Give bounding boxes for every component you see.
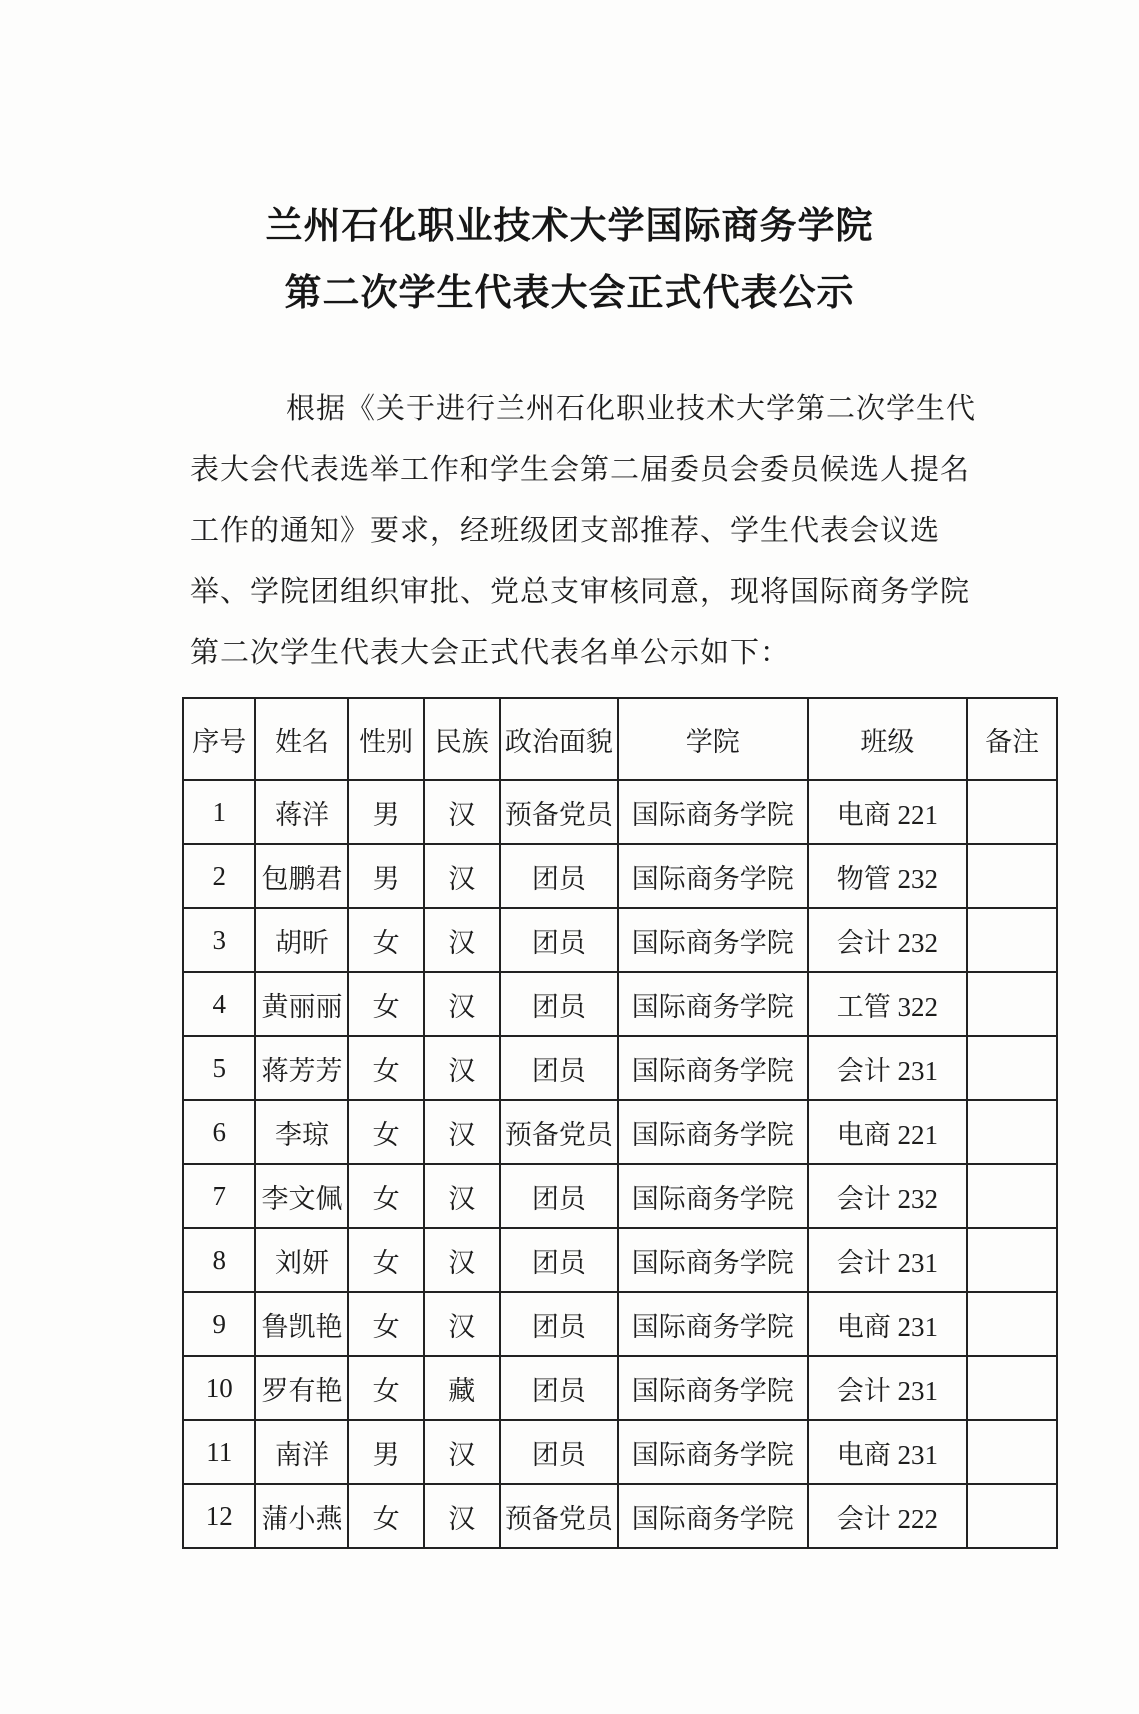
cell-political-status: 团员 [500,1356,618,1420]
cell-name: 蒋芳芳 [255,1036,348,1100]
cell-class: 电商 221 [808,780,968,844]
cell-college: 国际商务学院 [618,844,808,908]
header-gender: 性别 [348,698,423,780]
cell-ethnicity: 汉 [424,908,500,972]
cell-ethnicity: 汉 [424,1164,500,1228]
table-row [183,1356,1057,1420]
header-name: 姓名 [255,698,348,780]
cell-ethnicity: 汉 [424,1036,500,1100]
cell-remark [967,1228,1057,1292]
cell-class: 会计 231 [808,1228,968,1292]
cell-college: 国际商务学院 [618,780,808,844]
cell-political-status: 团员 [500,844,618,908]
cell-ethnicity: 汉 [424,1484,500,1548]
table-row [183,908,1057,972]
table-row [183,1100,1057,1164]
cell-index: 6 [183,1100,255,1164]
table-row [183,844,1057,908]
cell-remark [967,972,1057,1036]
cell-political-status: 预备党员 [500,780,618,844]
cell-college: 国际商务学院 [618,1420,808,1484]
cell-ethnicity: 汉 [424,780,500,844]
representatives-table [182,697,1058,1549]
cell-college: 国际商务学院 [618,1100,808,1164]
cell-gender: 男 [348,780,423,844]
cell-ethnicity: 汉 [424,1420,500,1484]
cell-remark [967,1036,1057,1100]
notice-body-paragraph: 根据《关于进行兰州石化职业技术大学第二次学生代表大会代表选举工作和学生会第二届委员会委员候选人提名工作的通知》要求，经班级团支部推荐、学生代表会议选举、学院团组织审批、党总支审核同意，现将国际商务学院第二次学生代表大会正式代表名单公示如下： [190,391,977,669]
cell-remark [967,844,1057,908]
cell-political-status: 团员 [500,1164,618,1228]
cell-index: 10 [183,1356,255,1420]
cell-gender: 女 [348,1292,423,1356]
header-college: 学院 [618,698,808,780]
cell-class: 会计 232 [808,1164,968,1228]
cell-class: 电商 231 [808,1292,968,1356]
cell-name: 南洋 [255,1420,348,1484]
cell-remark [967,1100,1057,1164]
cell-political-status: 团员 [500,972,618,1036]
document-title-line1: 兰州石化职业技术大学国际商务学院 [265,204,874,247]
cell-college: 国际商务学院 [618,908,808,972]
cell-index: 1 [183,780,255,844]
cell-political-status: 预备党员 [500,1484,618,1548]
cell-remark [967,1356,1057,1420]
cell-class: 电商 221 [808,1100,968,1164]
header-ethnicity: 民族 [424,698,500,780]
cell-name: 胡昕 [255,908,348,972]
cell-gender: 女 [348,1164,423,1228]
cell-ethnicity: 汉 [424,1100,500,1164]
header-remark: 备注 [967,698,1057,780]
table-row [183,1228,1057,1292]
cell-remark [967,908,1057,972]
cell-gender: 女 [348,1228,423,1292]
cell-name: 罗有艳 [255,1356,348,1420]
cell-class: 会计 222 [808,1484,968,1548]
cell-college: 国际商务学院 [618,1228,808,1292]
cell-index: 7 [183,1164,255,1228]
cell-index: 2 [183,844,255,908]
cell-political-status: 团员 [500,1292,618,1356]
cell-remark [967,1420,1057,1484]
table-row [183,1292,1057,1356]
header-class: 班级 [808,698,968,780]
table-body [183,780,1057,1548]
header-index: 序号 [183,698,255,780]
cell-gender: 女 [348,1356,423,1420]
cell-class: 工管 322 [808,972,968,1036]
cell-gender: 女 [348,908,423,972]
cell-ethnicity: 藏 [424,1356,500,1420]
cell-name: 李琼 [255,1100,348,1164]
table-header [183,698,1057,780]
table-row [183,1164,1057,1228]
cell-college: 国际商务学院 [618,1292,808,1356]
cell-name: 蒲小燕 [255,1484,348,1548]
cell-class: 电商 231 [808,1420,968,1484]
cell-political-status: 团员 [500,1036,618,1100]
cell-index: 4 [183,972,255,1036]
cell-name: 鲁凯艳 [255,1292,348,1356]
cell-college: 国际商务学院 [618,1036,808,1100]
cell-ethnicity: 汉 [424,972,500,1036]
cell-remark [967,780,1057,844]
cell-class: 物管 232 [808,844,968,908]
cell-ethnicity: 汉 [424,844,500,908]
cell-political-status: 团员 [500,1420,618,1484]
cell-college: 国际商务学院 [618,1164,808,1228]
cell-remark [967,1292,1057,1356]
table-row [183,780,1057,844]
document-title-line2: 第二次学生代表大会正式代表公示 [284,271,855,314]
table-row [183,1036,1057,1100]
cell-index: 12 [183,1484,255,1548]
cell-name: 刘妍 [255,1228,348,1292]
cell-class: 会计 231 [808,1356,968,1420]
cell-index: 9 [183,1292,255,1356]
cell-class: 会计 231 [808,1036,968,1100]
cell-political-status: 预备党员 [500,1100,618,1164]
cell-gender: 男 [348,844,423,908]
cell-index: 8 [183,1228,255,1292]
cell-index: 11 [183,1420,255,1484]
cell-remark [967,1484,1057,1548]
cell-college: 国际商务学院 [618,1484,808,1548]
cell-gender: 女 [348,1100,423,1164]
cell-class: 会计 232 [808,908,968,972]
cell-name: 蒋洋 [255,780,348,844]
table-row [183,972,1057,1036]
table-header-row [183,698,1057,780]
cell-name: 包鹏君 [255,844,348,908]
cell-ethnicity: 汉 [424,1228,500,1292]
cell-name: 黄丽丽 [255,972,348,1036]
cell-political-status: 团员 [500,1228,618,1292]
cell-gender: 男 [348,1420,423,1484]
cell-gender: 女 [348,972,423,1036]
cell-gender: 女 [348,1484,423,1548]
cell-index: 3 [183,908,255,972]
cell-index: 5 [183,1036,255,1100]
cell-political-status: 团员 [500,908,618,972]
cell-ethnicity: 汉 [424,1292,500,1356]
cell-college: 国际商务学院 [618,972,808,1036]
table-row [183,1484,1057,1548]
cell-name: 李文佩 [255,1164,348,1228]
table-row [183,1420,1057,1484]
cell-gender: 女 [348,1036,423,1100]
cell-remark [967,1164,1057,1228]
cell-college: 国际商务学院 [618,1356,808,1420]
header-political-status: 政治面貌 [500,698,618,780]
